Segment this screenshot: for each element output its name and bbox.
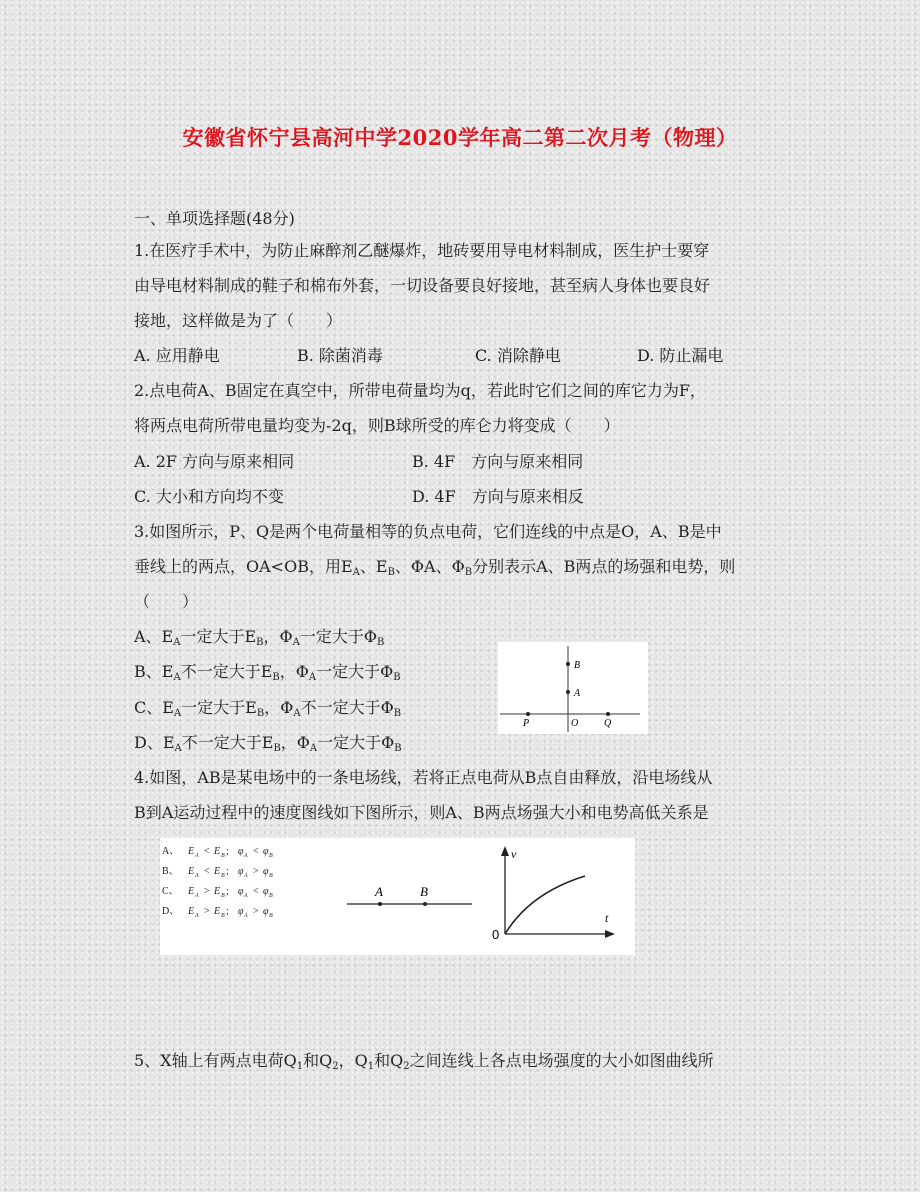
option-d: D. 防止漏电 [637, 346, 724, 365]
question-text-line: 垂线上的两点，OA<OB，用$E_A$、$E_B$、ΦA、$\Phi_B$分别表示A、B两点的场强和电势，则 [134, 557, 736, 578]
svg-text:;: ; [226, 866, 229, 877]
page-title: 安徽省怀宁县高河中学2020学年高二第二次月考（物理） [182, 125, 738, 150]
point-b [423, 902, 427, 906]
svg-text:E: E [214, 906, 221, 917]
option-b: B. 除菌消毒 [297, 346, 383, 365]
svg-text:;: ; [226, 906, 229, 917]
svg-text:B: B [269, 893, 273, 899]
svg-text:B: B [269, 873, 273, 879]
label-b: B [574, 660, 581, 671]
label-p: P [523, 718, 530, 729]
v-axis-arrow-icon [501, 846, 509, 856]
label-a: A [574, 688, 581, 699]
svg-text:φ: φ [263, 906, 269, 917]
question-text-line: 1.在医疗手术中，为防止麻醉剂乙醚爆炸，地砖要用导电材料制成，医生护士要穿 [134, 241, 710, 260]
option-c: C. 消除静电 [475, 346, 561, 365]
label-b: B [420, 884, 428, 899]
svg-text:φ: φ [238, 886, 244, 897]
point-a [566, 690, 570, 694]
svg-text:B: B [269, 853, 273, 859]
question-text-line: 3.如图所示，P、Q是两个电荷量相等的负点电荷，它们连线的中点是O，A、B是中 [134, 522, 722, 541]
svg-text:B: B [221, 853, 225, 859]
svg-text:>: > [204, 886, 210, 897]
label-q: Q [604, 718, 612, 729]
option-a: A. 2F 方向与原来相同 [134, 452, 295, 471]
label-t: t [605, 911, 609, 925]
question-text-line: 接地，这样做是为了（ ） [134, 311, 343, 330]
svg-text:E: E [188, 906, 195, 917]
label-v: v [511, 847, 517, 861]
svg-text:>: > [253, 866, 259, 877]
svg-text:;: ; [226, 846, 229, 857]
q4-option-d [162, 906, 273, 919]
point-p [526, 712, 530, 716]
option-b: B. 4F 方向与原来相同 [412, 452, 584, 471]
svg-text:A: A [244, 873, 248, 879]
q4-option-b [162, 866, 273, 879]
svg-text:E: E [188, 846, 195, 857]
question-5: 5、X轴上有两点电荷$Q_1$和$Q_2$，$Q_1$和$Q_2$之间连线上各点电场强度的大小如图曲线所 [134, 1051, 714, 1072]
question-text-line: B到A运动过程中的速度图线如下图所示，则A、B两点场强大小和电势高低关系是 [134, 803, 709, 822]
svg-text:B: B [269, 913, 273, 919]
svg-text:C、: C、 [162, 886, 179, 897]
svg-text:E: E [188, 886, 195, 897]
svg-text:E: E [214, 886, 221, 897]
svg-text:E: E [188, 866, 195, 877]
question-text-line: 由导电材料制成的鞋子和棉布外套，一切设备要良好接地，甚至病人身体也要良好 [134, 276, 711, 295]
question-text-line: （ ） [134, 592, 199, 611]
option-d: D、$E_A$不一定大于$E_B$，$\Phi_A$一定大于$\Phi_B$ [134, 733, 402, 754]
q4-figure [160, 838, 635, 955]
label-a: A [375, 884, 383, 899]
q4-option-c [162, 886, 273, 899]
velocity-curve [505, 876, 585, 934]
svg-text:E: E [214, 866, 221, 877]
svg-text:φ: φ [263, 866, 269, 877]
option-c: C、$E_A$一定大于$E_B$，$\Phi_A$不一定大于$\Phi_B$ [134, 698, 402, 719]
svg-text:A: A [195, 873, 199, 879]
svg-text:A、: A、 [162, 846, 180, 857]
field-line-diagram [498, 642, 648, 734]
svg-text:>: > [253, 906, 259, 917]
point-q [606, 712, 610, 716]
q4-figure-svg [160, 838, 635, 955]
svg-text:φ: φ [263, 886, 269, 897]
question-text-line: 2.点电荷A、B固定在真空中，所带电荷量均为q，若此时它们之间的库它力为F， [134, 381, 706, 400]
svg-text:<: < [253, 886, 259, 897]
label-origin: 0 [492, 927, 500, 942]
svg-text:B: B [221, 873, 225, 879]
svg-text:;: ; [226, 886, 229, 897]
option-c: C. 大小和方向均不变 [134, 487, 284, 506]
svg-text:<: < [204, 846, 210, 857]
option-a: A、$E_A$一定大于$E_B$，$\Phi_A$一定大于$\Phi_B$ [134, 627, 385, 648]
svg-text:>: > [204, 906, 210, 917]
svg-text:E: E [214, 846, 221, 857]
q3-figure [498, 642, 648, 734]
svg-text:B: B [221, 893, 225, 899]
svg-text:A: A [195, 853, 199, 859]
section-heading: 一、单项选择题(48分) [134, 209, 295, 228]
svg-text:<: < [253, 846, 259, 857]
option-d: D. 4F 方向与原来相反 [412, 487, 584, 506]
svg-text:φ: φ [238, 906, 244, 917]
svg-text:A: A [195, 913, 199, 919]
point-b [566, 662, 570, 666]
svg-text:A: A [244, 893, 248, 899]
svg-text:B、: B、 [162, 866, 179, 877]
svg-text:<: < [204, 866, 210, 877]
question-text-line: 将两点电荷所带电量均变为-2q，则B球所受的库仑力将变成（ ） [134, 416, 620, 435]
svg-text:A: A [244, 853, 248, 859]
svg-text:φ: φ [238, 866, 244, 877]
svg-text:φ: φ [263, 846, 269, 857]
q4-option-a [162, 846, 273, 859]
point-a [378, 902, 382, 906]
svg-text:A: A [244, 913, 248, 919]
svg-text:D、: D、 [162, 906, 180, 917]
option-b: B、$E_A$不一定大于$E_B$，$\Phi_A$一定大于$\Phi_B$ [134, 662, 401, 683]
question-text-line: 4.如图，AB是某电场中的一条电场线，若将正点电荷从B点自由释放，沿电场线从 [134, 768, 713, 787]
svg-text:A: A [195, 893, 199, 899]
svg-text:B: B [221, 913, 225, 919]
t-axis-arrow-icon [605, 930, 615, 938]
svg-text:φ: φ [238, 846, 244, 857]
label-o: O [571, 718, 579, 729]
option-a: A. 应用静电 [134, 346, 220, 365]
